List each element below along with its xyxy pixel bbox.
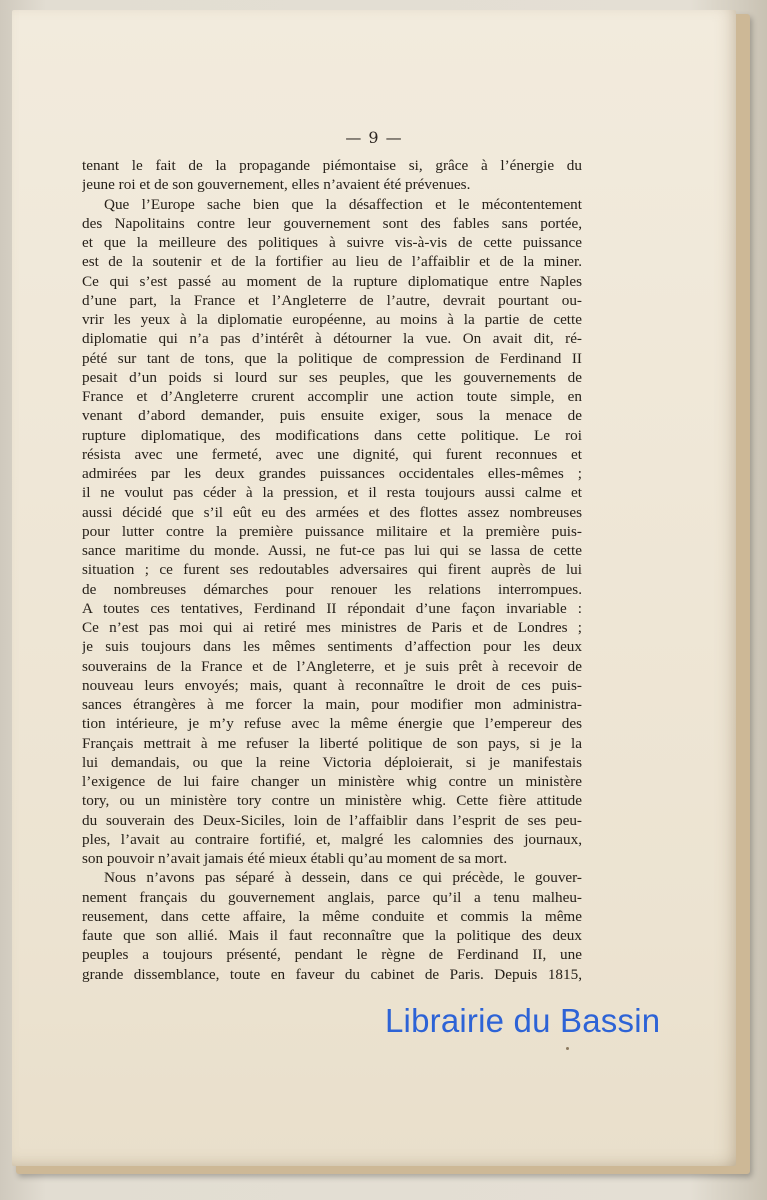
text-line: il ne voulut pas céder à la pression, et il resta toujours aussi calme et bbox=[82, 484, 582, 502]
text-line: tion intérieure, je m’y refuse avec la même énergie que l’empereur des bbox=[82, 715, 582, 733]
text-line: lui demandais, ou que la reine Victoria déploierait, si je manifestais bbox=[82, 753, 582, 771]
text-line: peuples a toujours présenté, pendant le règne de Ferdinand II, une bbox=[82, 946, 582, 964]
watermark-text: Librairie du Bassin bbox=[385, 1002, 661, 1039]
body-text bbox=[82, 156, 582, 984]
text-line: Français mettrait à me refuser la liberté politique de son pays, si je la bbox=[82, 734, 582, 752]
paper-speck bbox=[566, 1047, 569, 1050]
text-line: venant d’abord demander, puis ensuite exiger, sous la menace de bbox=[82, 407, 582, 425]
text-line: tenant le fait de la propagande piémontaise si, grâce à l’énergie du bbox=[82, 157, 582, 174]
text-line: est de la soutenir et de la fortifier au lieu de l’affaiblir et de la miner. bbox=[82, 253, 582, 271]
text-line: du souverain des Deux-Siciles, loin de l’affaiblir dans l’esprit de ses peu- bbox=[82, 811, 582, 829]
text-line: nement français du gouvernement anglais, parce qu’il a tenu malheu- bbox=[82, 888, 582, 906]
text-line: tory, ou un ministère tory contre un ministère whig. Cette fière attitude bbox=[82, 792, 582, 810]
text-line: aussi décidé que s’il eût eu des armées et des flottes assez nombreuses bbox=[82, 503, 582, 521]
text-line: pour lutter contre la première puissance militaire et la première puis- bbox=[82, 522, 582, 540]
text-line: diplomatie qui n’a pas d’intérêt à détourner la vue. On avait dit, ré- bbox=[82, 330, 582, 348]
book-page bbox=[12, 10, 736, 1166]
text-line: A toutes ces tentatives, Ferdinand II répondait d’une façon invariable : bbox=[82, 599, 582, 617]
text-line: d’une part, la France et l’Angleterre de l’autre, devrait pourtant ou- bbox=[82, 291, 582, 309]
text-line: jeune roi et de son gouvernement, elles n’avaient été prévenues. bbox=[82, 176, 471, 194]
page-number: — 9 — bbox=[345, 128, 403, 147]
text-line: sance maritime du monde. Aussi, ne fut-ce pas lui qui se lassa de cette bbox=[82, 542, 582, 559]
text-line: Que l’Europe sache bien que la désaffection et le mécontentement bbox=[104, 195, 582, 213]
text-line: résista avec une fermeté, avec une dignité, qui furent reconnues et bbox=[82, 445, 582, 463]
text-line: Ce n’est pas moi qui ai retiré mes ministres de Paris et de Londres ; bbox=[82, 619, 582, 636]
text-line: faute que son allié. Mais il faut reconnaître que la politique des deux bbox=[82, 927, 582, 944]
text-line: l’exigence de lui faire changer un ministère whig contre un ministère bbox=[82, 773, 582, 790]
text-line: situation ; ce furent ses redoutables adversaires qui firent auprès de lui bbox=[82, 561, 582, 579]
text-line: admirées par les deux grandes puissances occidentales elles-mêmes ; bbox=[82, 465, 582, 482]
text-line: et que la meilleure des politiques à suivre vis-à-vis de cette puissance bbox=[82, 234, 582, 251]
text-line: pesait d’un poids si lourd sur ses peuples, que les gouvernements de bbox=[82, 368, 582, 386]
text-line: pété sur tant de tons, que la politique de compression de Ferdinand II bbox=[82, 349, 582, 367]
text-line: nouveau leurs envoyés; mais, quant à reconnaître le droit de ces puis- bbox=[82, 676, 582, 694]
text-line: son pouvoir n’avait jamais été mieux établi qu’au moment de sa mort. bbox=[82, 850, 508, 867]
text-line: de nombreuses démarches pour renouer les relations interrompues. bbox=[82, 580, 582, 598]
text-line: Nous n’avons pas séparé à dessein, dans ce qui précède, le gouver- bbox=[104, 869, 582, 887]
text-line: Ce qui s’est passé au moment de la rupture diplomatique entre Naples bbox=[82, 272, 582, 290]
text-line: grande dissemblance, toute en faveur du cabinet de Paris. Depuis 1815, bbox=[82, 965, 582, 983]
text-line: France et d’Angleterre crurent accomplir une action toute simple, en bbox=[82, 388, 582, 405]
text-line: reusement, dans cette affaire, la même conduite et commis la même bbox=[82, 907, 582, 925]
text-line: sances étrangères à me forcer la main, pour modifier mon administra- bbox=[82, 696, 582, 713]
text-line: des Napolitains contre leur gouvernement sont des fables sans portée, bbox=[82, 214, 582, 232]
text-line: ples, l’avait au contraire fortifié, et, malgré les calomnies des journaux, bbox=[82, 830, 582, 848]
text-line: je suis toujours dans les mêmes sentiments d’affection pour les deux bbox=[82, 638, 582, 656]
text-line: vrir les yeux à la diplomatie européenne, au moins à la partie de cette bbox=[82, 311, 582, 328]
text-line: souverains de la France et de l’Angleterre, et je suis prêt à recevoir de bbox=[82, 657, 582, 675]
text-line: rupture diplomatique, des modifications dans cette politique. Le roi bbox=[82, 426, 582, 444]
